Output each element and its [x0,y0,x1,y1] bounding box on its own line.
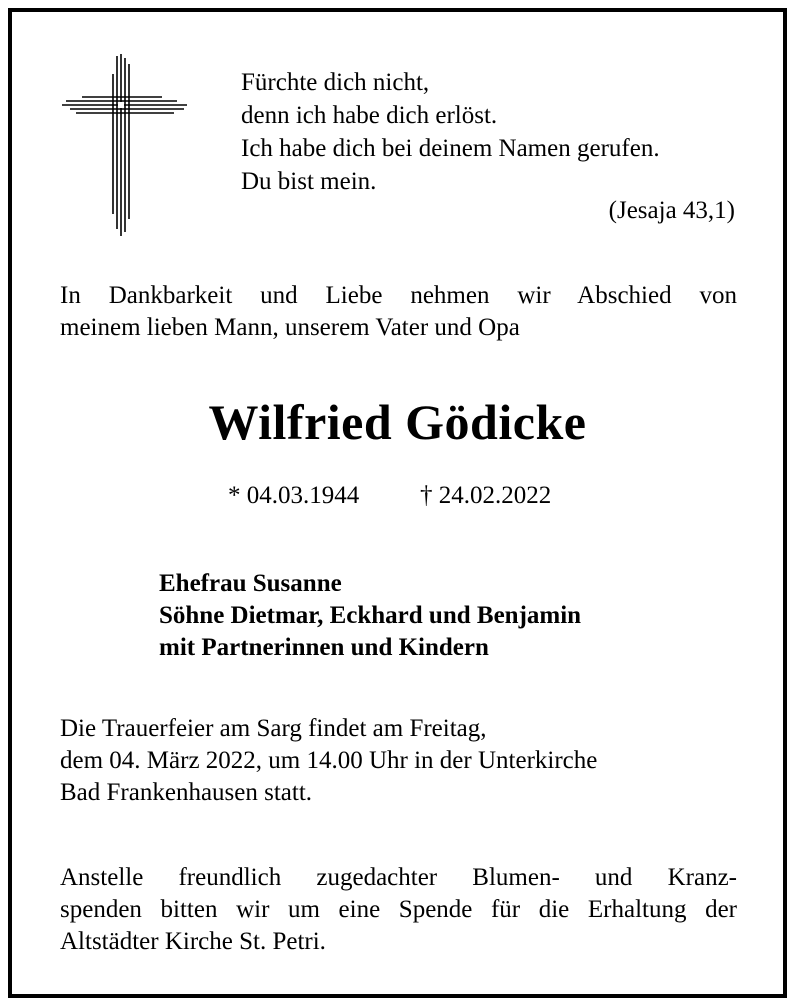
cross-icon [62,54,187,236]
birth-date: * 04.03.1944 [228,482,360,509]
service-line: dem 04. März 2022, um 14.00 Uhr in der Unterkirche [60,747,598,774]
intro-line: In Dankbarkeit und Liebe nehmen wir Abschied von [60,282,737,309]
intro-line: meinem lieben Mann, unserem Vater und Opa [60,314,520,341]
mourners-list [159,568,581,664]
verse-line: denn ich habe dich erlöst. [241,102,498,129]
mourner-line: Söhne Dietmar, Eckhard und Benjamin [159,602,582,629]
service-line: Die Trauerfeier am Sarg findet am Freitag, [60,715,487,742]
donation-line: Altstädter Kirche St. Petri. [60,928,326,955]
bible-verse [241,66,660,198]
donation-request [60,862,737,958]
intro-text [60,280,737,344]
death-date: † 24.02.2022 [420,482,552,509]
verse-reference: (Jesaja 43,1) [608,197,735,224]
mourner-line: mit Partnerinnen und Kindern [159,634,489,661]
verse-line: Ich habe dich bei deinem Namen gerufen. [241,135,660,162]
donation-line: Anstelle freundlich zugedachter Blumen- und Kranz- [60,864,737,891]
verse-line: Du bist mein. [241,168,377,195]
deceased-name: Wilfried Gödicke [208,394,587,450]
donation-line: spenden bitten wir um eine Spende für die Erhaltung der [60,896,737,923]
verse-line: Fürchte dich nicht, [241,69,430,96]
mourner-line: Ehefrau Susanne [159,570,342,597]
funeral-service-info [60,713,597,809]
service-line: Bad Frankenhausen statt. [60,779,313,806]
